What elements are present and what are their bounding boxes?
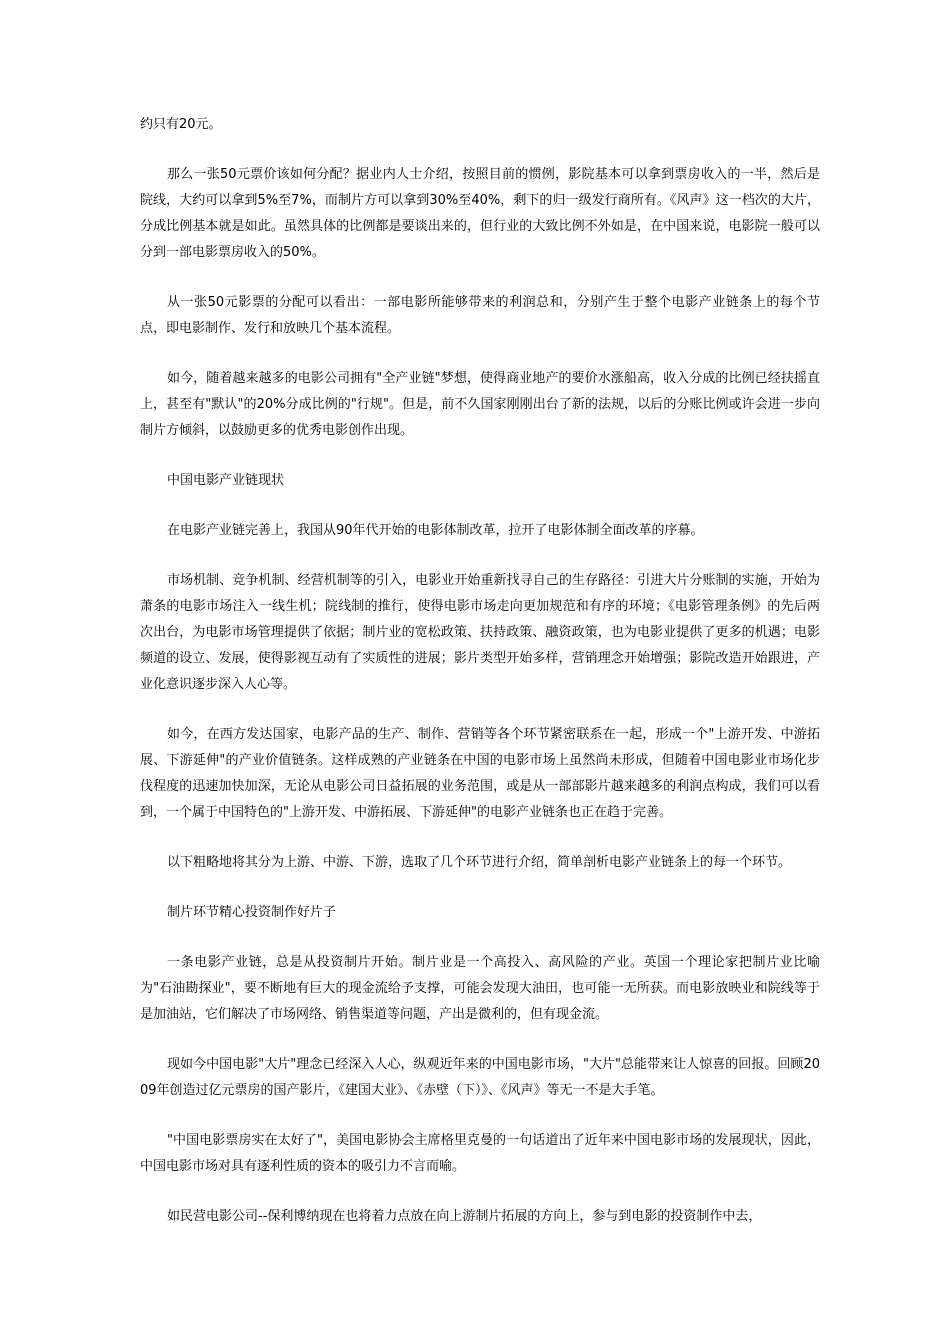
paragraph-reform: 在电影产业链完善上，我国从90年代开始的电影体制改革，拉开了电影体制全面改革的序幕。 xyxy=(167,523,704,538)
paragraph-ticket-split: 那么一张50元票价该如何分配？据业内人士介绍，按照目前的惯例，影院基本可以拿到票房收入的一半，然后是院线，大约可以拿到5%至7%，而制片方可以拿到30%至40%，剩下的归一级发行商所有。《风声》这一档次的大片，分成比例基本就是如此。虽然具体的比例都是要谈出来的，但行业的大致比例不外如是，在中国来说，电影院一般可以分到一部电影票房收入的50%。 xyxy=(140,167,820,260)
paragraph-investment: 一条电影产业链，总是从投资制片开始。制片业是一个高投入、高风险的产业。英国一个理论家把制片业比喻为"石油勘探业"，要不断地有巨大的现金流给予支撑，可能会发现大油田，也可能一无所获。而电影放映业和院线等于是加油站，它们解决了市场网络、销售渠道等问题，产出是微利的，但有现金流。 xyxy=(140,955,820,1022)
section-heading-production: 制片环节精心投资制作好片子 xyxy=(167,905,337,920)
paragraph-full-industry-chain: 如今，随着越来越多的电影公司拥有"全产业链"梦想，使得商业地产的要价水涨船高，收入分成的比例已经扶摇直上，甚至有"默认"的20%分成比例的"行规"。但是，前不久国家刚刚出台了新的法规，以后的分账比例或许会进一步向制片方倾斜，以鼓励更多的优秀电影创作出现。 xyxy=(140,371,820,438)
section-heading-industry-status: 中国电影产业链现状 xyxy=(167,473,285,488)
paragraph-profit-distribution: 从一张50元影票的分配可以看出：一部电影所能够带来的利润总和，分别产生于整个电影产业链条上的每个节点，即电影制作、发行和放映几个基本流程。 xyxy=(140,295,820,336)
paragraph-blockbuster: 现如今中国电影"大片"理念已经深入人心，纵观近年来的中国电影市场，"大片"总能带来让人惊喜的回报。回顾2009年创造过亿元票房的国产影片，《建国大业》、《赤壁（下）》、《风声》等无一不是大手笔。 xyxy=(140,1057,820,1098)
paragraph-bona-film: 如民营电影公司--保利博纳现在也将着力点放在向上游制片拓展的方向上，参与到电影的投资制作中去， xyxy=(167,1209,762,1224)
paragraph-continuation: 约只有20元。 xyxy=(140,117,222,132)
paragraph-western-chain: 如今，在西方发达国家，电影产品的生产、制作、营销等各个环节紧密联系在一起，形成一个"上游开发、中游拓展、下游延伸"的产业价值链条。这样成熟的产业链条在中国的电影市场上虽然尚未形成，但随着中国电影业市场化步伐程度的迅速加快加深，无论从电影公司日益拓展的业务范围，或是从一部部影片越来越多的利润点构成，我们可以看到，一个属于中国特色的"上游开发、中游拓展、下游延伸"的电影产业链条也正在趋于完善。 xyxy=(140,727,820,820)
paragraph-market-mechanism: 市场机制、竞争机制、经营机制等的引入，电影业开始重新找寻自己的生存路径：引进大片分账制的实施，开始为萧条的电影市场注入一线生机；院线制的推行，使得电影市场走向更加规范和有序的环境；《电影管理条例》的先后两次出台，为电影市场管理提供了依据；制片业的宽松政策、扶持政策、融资政策，也为电影业提供了更多的机遇；电影频道的设立、发展，使得影视互动有了实质性的进展；影片类型开始多样，营销理念开始增强；影院改造开始跟进，产业化意识逐步深入人心等。 xyxy=(140,573,820,692)
paragraph-box-office-quote: "中国电影票房实在太好了"，美国电影协会主席格里克曼的一句话道出了近年来中国电影市场的发展现状，因此，中国电影市场对具有逐利性质的资本的吸引力不言而喻。 xyxy=(140,1133,820,1174)
paragraph-upstream-downstream: 以下粗略地将其分为上游、中游、下游，选取了几个环节进行介绍，简单剖析电影产业链条上的每一个环节。 xyxy=(167,855,792,870)
document-page xyxy=(140,112,820,1254)
